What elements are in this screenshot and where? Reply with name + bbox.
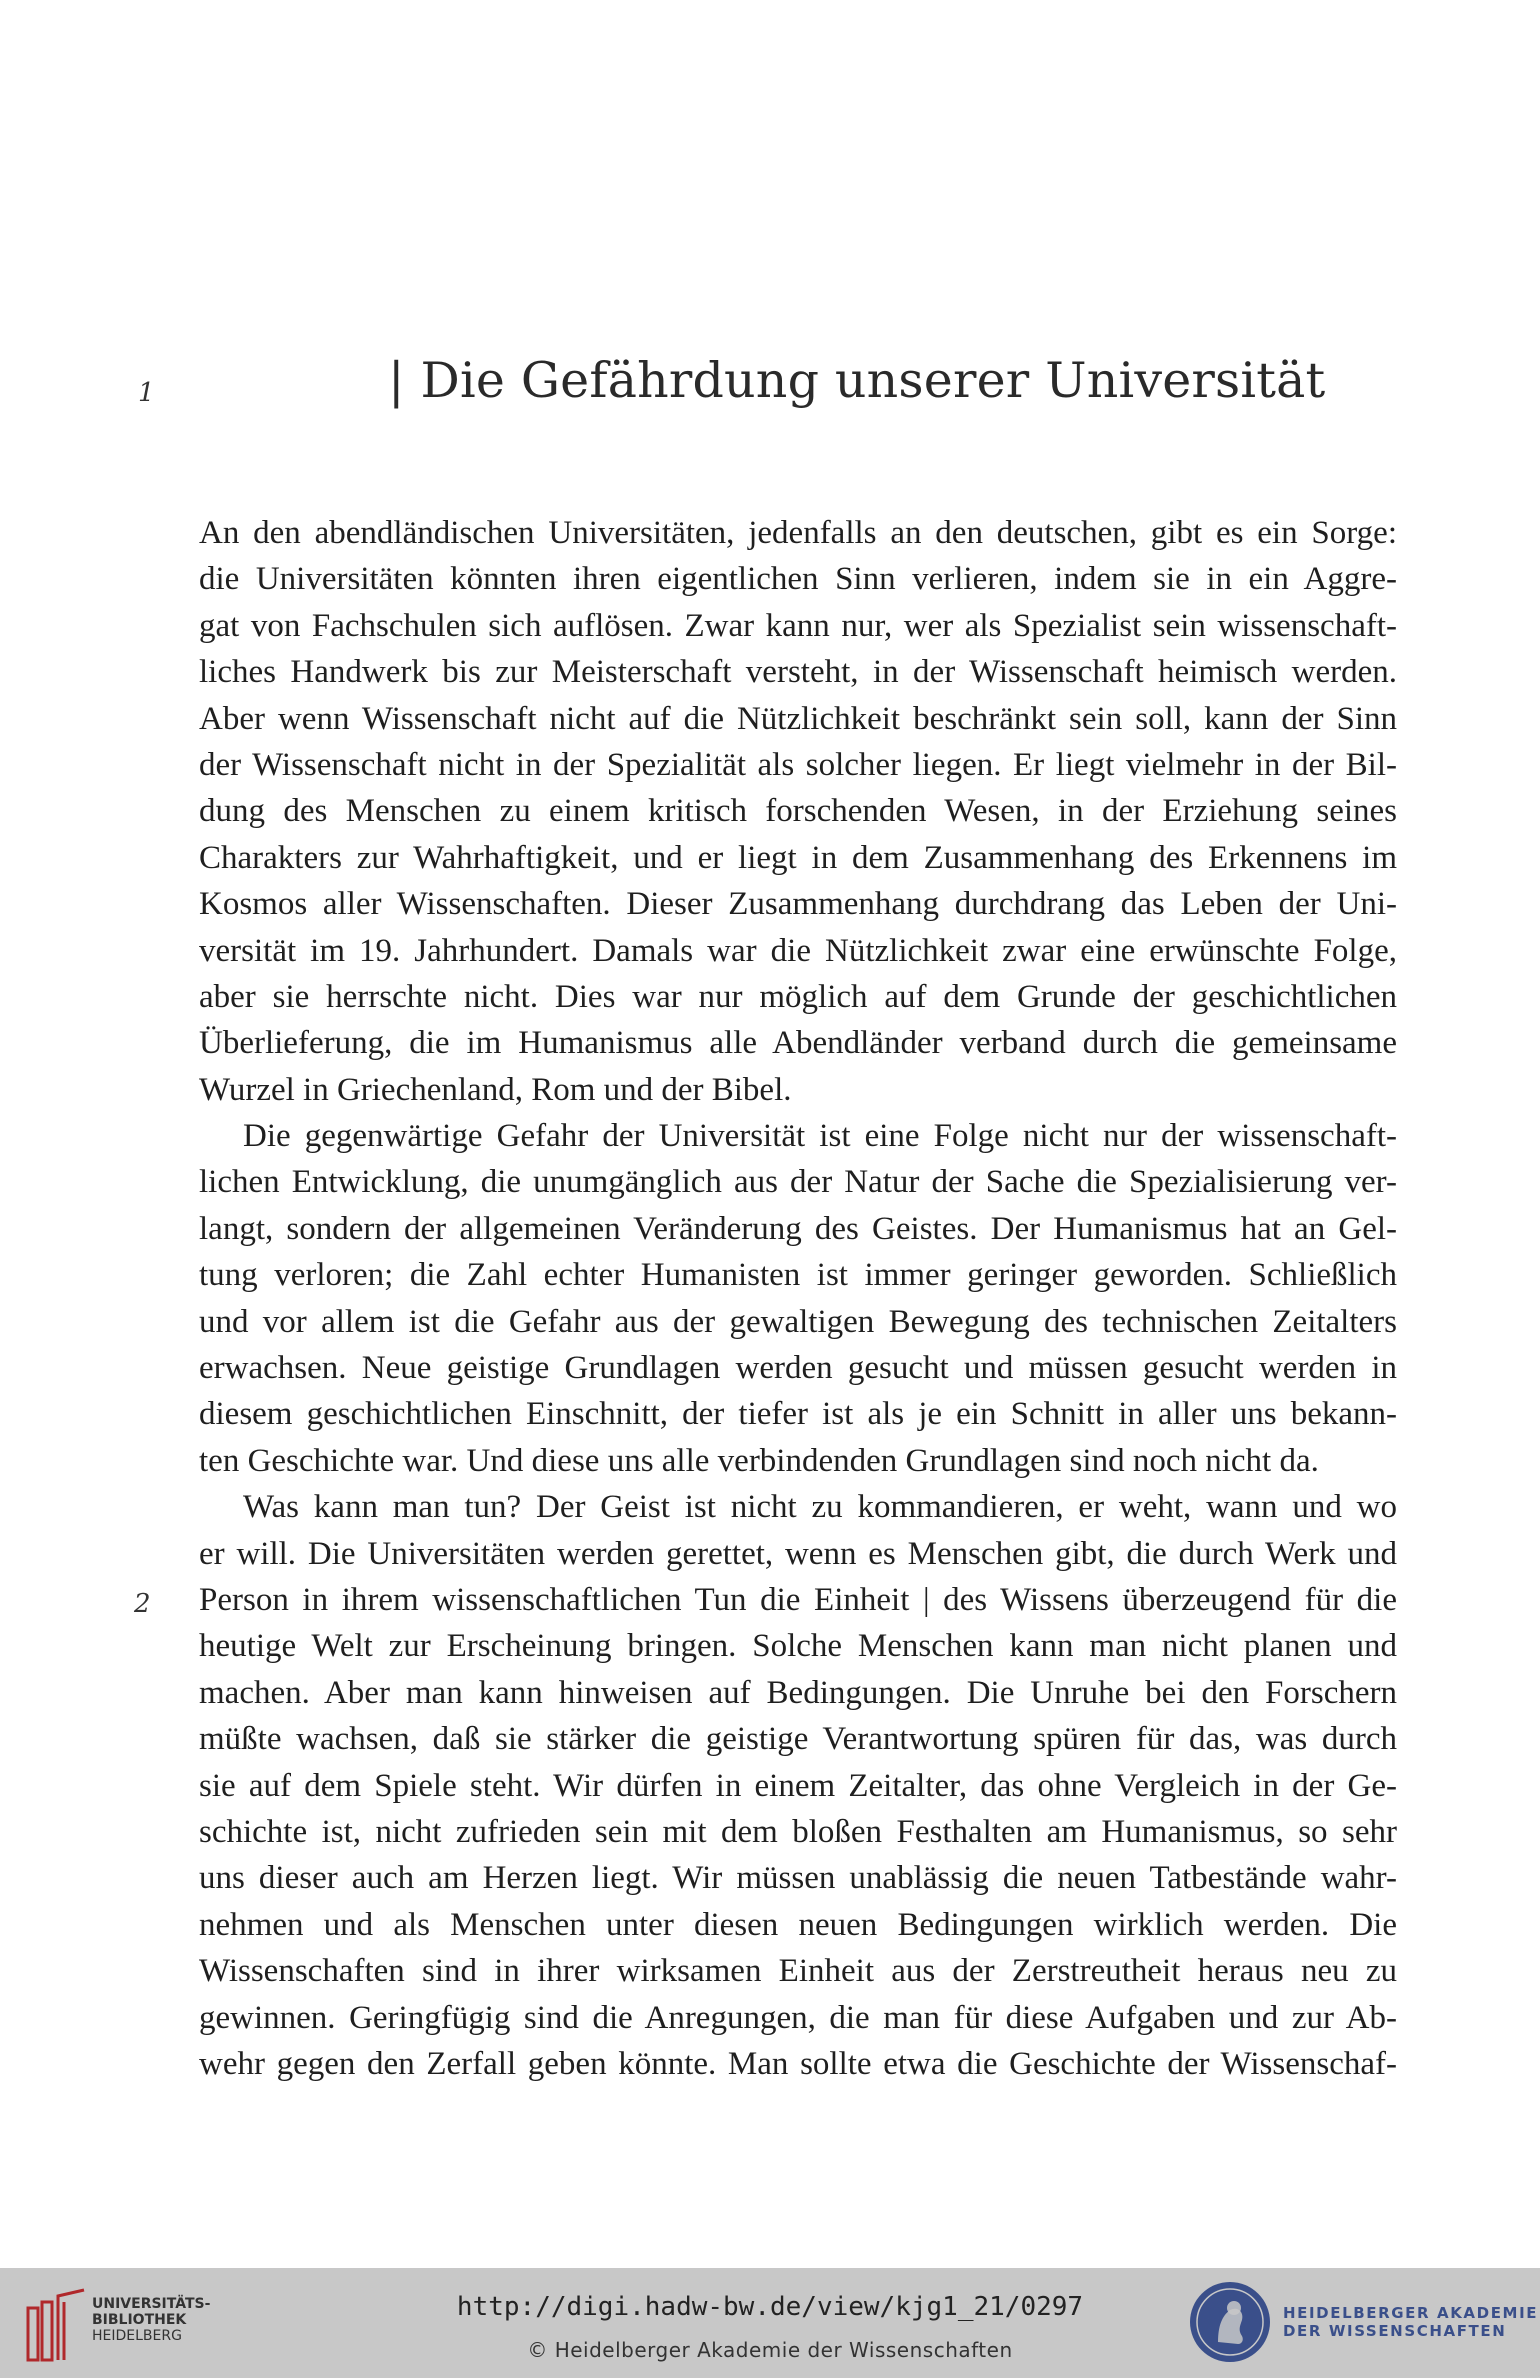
text-line: langt, sondern der allgemeinen Veränderung des Geistes. Der Humanismus hat an Gel- [199,1210,1397,1247]
text-line: der Wissenschaft nicht in der Spezialität als solcher liegen. Er liegt vielmehr in der Bil- [199,746,1397,783]
text-line: Was kann man tun? Der Geist ist nicht zu kommandieren, er weht, wann und wo [243,1489,1397,1526]
text-line: An den abendländischen Universitäten, jedenfalls an den deutschen, gibt es ein Sorge: [199,515,1397,551]
text-line: Aber wenn Wissenschaft nicht auf die Nützlichkeit beschränkt sein soll, kann der Sinn [199,700,1397,737]
text-line: sie auf dem Spiele steht. Wir dürfen in einem Zeitalter, das ohne Vergleich in der Ge- [199,1767,1397,1804]
text-line: diesem geschichtlichen Einschnitt, der tiefer ist als je ein Schnitt in aller uns bekann- [199,1396,1397,1433]
hadw-seal-icon[interactable] [1188,2280,1272,2364]
text-line: Die gegenwärtige Gefahr der Universität ist eine Folge nicht nur der wissenschaft- [243,1118,1397,1155]
margin-page-number-2: 2 [134,1589,151,1619]
copyright-notice: © Heidelberger Akademie der Wissenschaften [527,2338,1013,2362]
text-line: Überlieferung, die im Humanismus alle Abendländer verband durch die gemeinsame [199,1025,1397,1062]
text-line: gewinnen. Geringfügig sind die Anregungen, die man für diese Aufgaben und zur Ab- [199,1999,1397,2036]
text-line: liches Handwerk bis zur Meisterschaft versteht, in der Wissenschaft heimisch werden. [199,654,1397,691]
text-line: Wurzel in Griechenland, Rom und der Bibel. [199,1071,792,1108]
text-line: ten Geschichte war. Und diese uns alle verbindenden Grundlagen sind noch nicht da. [199,1442,1319,1479]
text-line: versität im 19. Jahrhundert. Damals war die Nützlichkeit zwar eine erwünschte Folge, [199,932,1397,969]
hadw-name [1283,2304,1538,2340]
permalink-url[interactable]: http://digi.hadw-bw.de/view/kjg1_21/0297 [456,2292,1084,2322]
viewer-footer [0,2268,1540,2378]
text-line: gat von Fachschulen sich auflösen. Zwar kann nur, wer als Spezialist sein wissenschaft- [199,607,1397,644]
body-text [199,510,1397,2087]
text-line: aber sie herrschte nicht. Dies war nur möglich auf dem Grunde der geschichtlichen [199,978,1397,1015]
text-line: schichte ist, nicht zufrieden sein mit dem bloßen Festhalten am Humanismus, so sehr [199,1813,1397,1850]
text-line: tung verloren; die Zahl echter Humanisten ist immer geringer geworden. Schließlich [199,1257,1397,1294]
text-line: und vor allem ist die Gefahr aus der gewaltigen Bewegung des technischen Zeitalters [199,1303,1397,1340]
text-line: Person in ihrem wissenschaftlichen Tun die Einheit | des Wissens überzeugend für die [199,1581,1397,1618]
hadw-name-line-2: DER WISSENSCHAFTEN [1283,2322,1507,2340]
text-line: die Universitäten könnten ihren eigentlichen Sinn verlieren, indem sie in ein Aggre- [199,561,1397,598]
text-line: nehmen und als Menschen unter diesen neuen Bedingungen wirklich werden. Die [199,1906,1397,1943]
text-line: müßte wachsen, daß sie stärker die geistige Verantwortung spüren für das, was durch [199,1721,1397,1758]
text-line: uns dieser auch am Herzen liegt. Wir müssen unablässig die neuen Tatbestände wahr- [199,1860,1397,1897]
margin-page-number-1: 1 [138,378,155,408]
text-line: Charakters zur Wahrhaftigkeit, und er liegt in dem Zusammenhang des Erkennens im [199,839,1397,876]
text-line: wehr gegen den Zerfall geben könnte. Man sollte etwa die Geschichte der Wissenschaf- [199,2045,1397,2082]
text-line: heutige Welt zur Erscheinung bringen. Solche Menschen kann man nicht planen und [199,1628,1397,1665]
text-line: Kosmos aller Wissenschaften. Dieser Zusammenhang durchdrang das Leben der Uni- [199,886,1397,923]
ub-name-line-2: BIBLIOTHEK [92,2312,187,2328]
text-line: dung des Menschen zu einem kritisch forschenden Wesen, in der Erziehung seines [199,793,1397,830]
ub-name-line-3: HEIDELBERG [92,2328,182,2344]
ub-name-line-1: UNIVERSITÄTS- [92,2296,211,2312]
text-line: lichen Entwicklung, die unumgänglich aus der Natur der Sache die Spezialisierung ver- [199,1164,1397,1201]
chapter-title: | Die Gefährdung unserer Universität [388,352,1326,409]
text-line: machen. Aber man kann hinweisen auf Bedingungen. Die Unruhe bei den Forschern [199,1674,1397,1711]
text-line: er will. Die Universitäten werden gerettet, wenn es Menschen gibt, die durch Werk und [199,1535,1397,1572]
hadw-name-line-1: HEIDELBERGER AKADEMIE [1283,2304,1539,2322]
text-line: Wissenschaften sind in ihrer wirksamen Einheit aus der Zerstreutheit heraus neu zu [199,1953,1397,1990]
text-line: erwachsen. Neue geistige Grundlagen werden gesucht und müssen gesucht werden in [199,1350,1397,1387]
